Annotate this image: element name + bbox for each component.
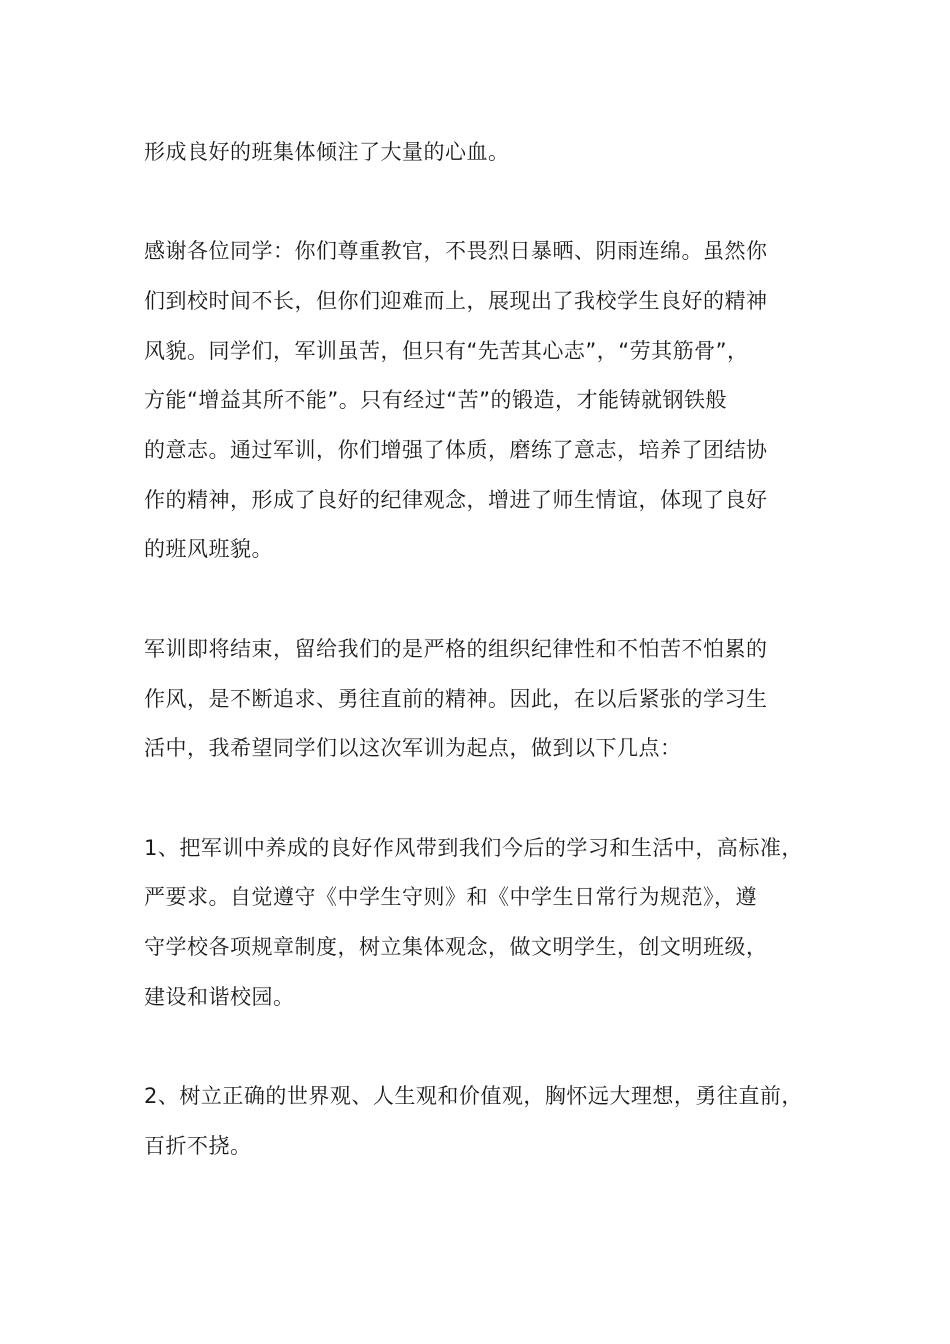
paragraph-line: 的意志。通过军训，你们增强了体质，磨练了意志，培养了团结协	[144, 438, 768, 462]
list-item-line: 百折不挠。	[144, 1134, 252, 1158]
paragraph-line: 们到校时间不长，但你们迎难而上，展现出了我校学生良好的精神	[144, 289, 768, 313]
paragraph-line: 活中，我希望同学们以这次军训为起点，做到以下几点：	[144, 736, 682, 760]
list-item-line: 建设和谐校园。	[144, 985, 295, 1009]
paragraph-line: 作风，是不断追求、勇往直前的精神。因此，在以后紧张的学习生	[144, 687, 768, 711]
paragraph-line: 形成良好的班集体倾注了大量的心血。	[144, 140, 510, 164]
paragraph-line: 风貌。同学们，军训虽苦，但只有“先苦其心志”，“劳其筋骨”，	[144, 339, 749, 363]
paragraph-line: 感谢各位同学：你们尊重教官，不畏烈日暴晒、阴雨连绵。虽然你	[144, 239, 768, 263]
list-item-line: 1、把军训中养成的良好作风带到我们今后的学习和生活中，高标准，	[144, 836, 803, 860]
paragraph-line: 方能“增益其所不能”。只有经过“苦”的锻造，才能铸就钢铁般	[144, 388, 728, 412]
list-item-line: 守学校各项规章制度，树立集体观念，做文明学生，创文明班级，	[144, 935, 768, 959]
paragraph-line: 作的精神，形成了良好的纪律观念，增进了师生情谊，体现了良好	[144, 488, 768, 512]
list-item-line: 2、树立正确的世界观、人生观和价值观，胸怀远大理想，勇往直前，	[144, 1084, 803, 1108]
paragraph-line: 军训即将结束，留给我们的是严格的组织纪律性和不怕苦不怕累的	[144, 637, 768, 661]
paragraph-line: 的班风班貌。	[144, 537, 273, 561]
list-item-line: 严要求。自觉遵守《中学生守则》和《中学生日常行为规范》，遵	[144, 885, 757, 909]
